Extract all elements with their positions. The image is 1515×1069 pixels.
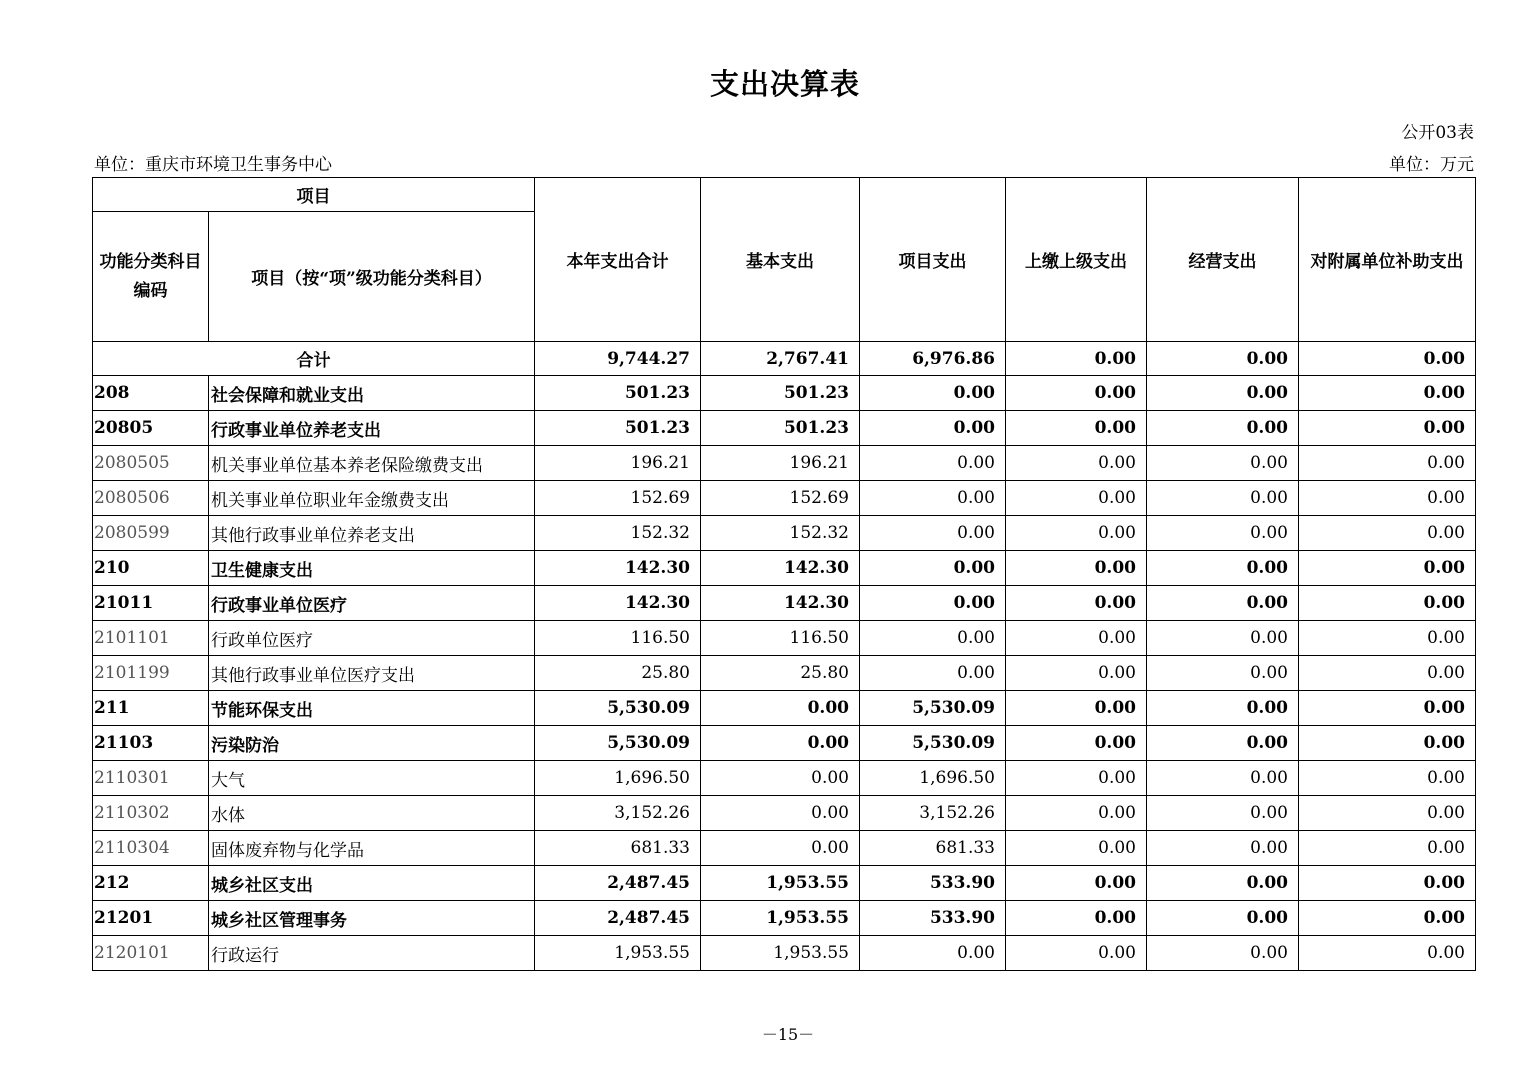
row-business: 0.00 — [1147, 586, 1299, 621]
totals-basic: 2,767.41 — [701, 342, 860, 376]
row-basic: 0.00 — [701, 831, 860, 866]
row-total: 142.30 — [535, 551, 701, 586]
table-row — [93, 481, 1476, 516]
row-subsidy: 0.00 — [1299, 936, 1476, 971]
table-row — [93, 376, 1476, 411]
table-row — [93, 901, 1476, 936]
table-row — [93, 516, 1476, 551]
row-basic: 0.00 — [701, 726, 860, 761]
row-code: 2101101 — [93, 621, 209, 656]
row-name: 行政事业单位养老支出 — [209, 411, 535, 446]
row-basic: 501.23 — [701, 411, 860, 446]
totals-total: 9,744.27 — [535, 342, 701, 376]
row-business: 0.00 — [1147, 376, 1299, 411]
row-upper-remit: 0.00 — [1006, 656, 1147, 691]
row-project-expense: 533.90 — [860, 866, 1006, 901]
row-name: 行政运行 — [209, 936, 535, 971]
row-subsidy: 0.00 — [1299, 656, 1476, 691]
row-total: 3,152.26 — [535, 796, 701, 831]
row-project-expense: 533.90 — [860, 901, 1006, 936]
row-basic: 0.00 — [701, 761, 860, 796]
row-code: 20805 — [93, 411, 209, 446]
row-upper-remit: 0.00 — [1006, 586, 1147, 621]
row-project-expense: 0.00 — [860, 446, 1006, 481]
row-total: 196.21 — [535, 446, 701, 481]
row-project-expense: 0.00 — [860, 376, 1006, 411]
row-subsidy: 0.00 — [1299, 831, 1476, 866]
row-project-expense: 5,530.09 — [860, 691, 1006, 726]
header-func-code: 功能分类科目编码 — [93, 212, 209, 342]
row-upper-remit: 0.00 — [1006, 831, 1147, 866]
row-name: 其他行政事业单位医疗支出 — [209, 656, 535, 691]
totals-subsidy: 0.00 — [1299, 342, 1476, 376]
row-business: 0.00 — [1147, 551, 1299, 586]
row-name: 大气 — [209, 761, 535, 796]
page-title: 支出决算表 — [709, 67, 860, 101]
header-project: 项目 — [93, 178, 535, 212]
row-code: 211 — [93, 691, 209, 726]
table-row — [93, 446, 1476, 481]
row-code: 212 — [93, 866, 209, 901]
row-name: 固体废弃物与化学品 — [209, 831, 535, 866]
table-row — [93, 411, 1476, 446]
row-total: 1,953.55 — [535, 936, 701, 971]
row-total: 2,487.45 — [535, 866, 701, 901]
row-code: 21201 — [93, 901, 209, 936]
row-project-expense: 0.00 — [860, 936, 1006, 971]
row-basic: 25.80 — [701, 656, 860, 691]
header-total: 本年支出合计 — [535, 178, 701, 342]
row-code: 2120101 — [93, 936, 209, 971]
row-total: 501.23 — [535, 411, 701, 446]
row-basic: 152.69 — [701, 481, 860, 516]
row-business: 0.00 — [1147, 901, 1299, 936]
row-basic: 196.21 — [701, 446, 860, 481]
row-name: 机关事业单位基本养老保险缴费支出 — [209, 446, 535, 481]
table-row — [93, 761, 1476, 796]
row-code: 2080506 — [93, 481, 209, 516]
row-subsidy: 0.00 — [1299, 761, 1476, 796]
row-name: 水体 — [209, 796, 535, 831]
row-name: 社会保障和就业支出 — [209, 376, 535, 411]
row-upper-remit: 0.00 — [1006, 796, 1147, 831]
row-basic: 116.50 — [701, 621, 860, 656]
row-total: 142.30 — [535, 586, 701, 621]
row-subsidy: 0.00 — [1299, 796, 1476, 831]
row-code: 2080505 — [93, 446, 209, 481]
row-subsidy: 0.00 — [1299, 481, 1476, 516]
row-upper-remit: 0.00 — [1006, 411, 1147, 446]
table-row — [93, 621, 1476, 656]
header-basic: 基本支出 — [701, 178, 860, 342]
row-code: 21103 — [93, 726, 209, 761]
row-name: 节能环保支出 — [209, 691, 535, 726]
row-business: 0.00 — [1147, 481, 1299, 516]
row-upper-remit: 0.00 — [1006, 936, 1147, 971]
header-item-name: 项目（按“项”级功能分类科目） — [209, 212, 535, 342]
row-project-expense: 0.00 — [860, 621, 1006, 656]
row-basic: 142.30 — [701, 551, 860, 586]
totals-row — [93, 342, 1476, 376]
row-name: 机关事业单位职业年金缴费支出 — [209, 481, 535, 516]
row-basic: 142.30 — [701, 586, 860, 621]
row-business: 0.00 — [1147, 726, 1299, 761]
row-basic: 1,953.55 — [701, 936, 860, 971]
row-subsidy: 0.00 — [1299, 901, 1476, 936]
header-subsidy: 对附属单位补助支出 — [1299, 178, 1476, 342]
row-name: 行政事业单位医疗 — [209, 586, 535, 621]
row-subsidy: 0.00 — [1299, 551, 1476, 586]
row-name: 城乡社区管理事务 — [209, 901, 535, 936]
expenditure-table — [92, 177, 1476, 971]
row-code: 2110302 — [93, 796, 209, 831]
row-name: 城乡社区支出 — [209, 866, 535, 901]
totals-upper-remit: 0.00 — [1006, 342, 1147, 376]
row-project-expense: 1,696.50 — [860, 761, 1006, 796]
totals-project-expense: 6,976.86 — [860, 342, 1006, 376]
row-business: 0.00 — [1147, 691, 1299, 726]
row-upper-remit: 0.00 — [1006, 866, 1147, 901]
row-total: 5,530.09 — [535, 691, 701, 726]
page-number: －15－ — [761, 1025, 815, 1044]
form-number: 公开03表 — [1401, 123, 1474, 143]
row-project-expense: 0.00 — [860, 411, 1006, 446]
row-subsidy: 0.00 — [1299, 621, 1476, 656]
row-code: 2110301 — [93, 761, 209, 796]
header-project-expense: 项目支出 — [860, 178, 1006, 342]
table-row — [93, 866, 1476, 901]
table-row — [93, 691, 1476, 726]
row-total: 501.23 — [535, 376, 701, 411]
row-basic: 501.23 — [701, 376, 860, 411]
row-upper-remit: 0.00 — [1006, 901, 1147, 936]
table-row — [93, 936, 1476, 971]
row-name: 污染防治 — [209, 726, 535, 761]
row-code: 208 — [93, 376, 209, 411]
row-total: 1,696.50 — [535, 761, 701, 796]
row-project-expense: 0.00 — [860, 516, 1006, 551]
row-upper-remit: 0.00 — [1006, 376, 1147, 411]
table-row — [93, 726, 1476, 761]
row-upper-remit: 0.00 — [1006, 481, 1147, 516]
row-project-expense: 0.00 — [860, 586, 1006, 621]
row-total: 152.32 — [535, 516, 701, 551]
row-business: 0.00 — [1147, 796, 1299, 831]
row-upper-remit: 0.00 — [1006, 551, 1147, 586]
row-upper-remit: 0.00 — [1006, 691, 1147, 726]
row-business: 0.00 — [1147, 656, 1299, 691]
table-row — [93, 796, 1476, 831]
row-business: 0.00 — [1147, 831, 1299, 866]
row-code: 2110304 — [93, 831, 209, 866]
header-business: 经营支出 — [1147, 178, 1299, 342]
row-business: 0.00 — [1147, 446, 1299, 481]
row-total: 152.69 — [535, 481, 701, 516]
row-upper-remit: 0.00 — [1006, 446, 1147, 481]
row-business: 0.00 — [1147, 936, 1299, 971]
currency-unit: 单位：万元 — [1389, 155, 1474, 175]
row-name: 行政单位医疗 — [209, 621, 535, 656]
row-project-expense: 0.00 — [860, 656, 1006, 691]
row-name: 其他行政事业单位养老支出 — [209, 516, 535, 551]
row-business: 0.00 — [1147, 516, 1299, 551]
row-total: 25.80 — [535, 656, 701, 691]
row-subsidy: 0.00 — [1299, 411, 1476, 446]
row-subsidy: 0.00 — [1299, 866, 1476, 901]
row-upper-remit: 0.00 — [1006, 761, 1147, 796]
row-total: 5,530.09 — [535, 726, 701, 761]
row-name: 卫生健康支出 — [209, 551, 535, 586]
row-basic: 0.00 — [701, 691, 860, 726]
totals-business: 0.00 — [1147, 342, 1299, 376]
row-subsidy: 0.00 — [1299, 446, 1476, 481]
row-project-expense: 0.00 — [860, 481, 1006, 516]
row-total: 681.33 — [535, 831, 701, 866]
row-subsidy: 0.00 — [1299, 691, 1476, 726]
row-project-expense: 681.33 — [860, 831, 1006, 866]
row-upper-remit: 0.00 — [1006, 726, 1147, 761]
table-row — [93, 656, 1476, 691]
row-upper-remit: 0.00 — [1006, 621, 1147, 656]
row-basic: 0.00 — [701, 796, 860, 831]
table-row — [93, 551, 1476, 586]
row-subsidy: 0.00 — [1299, 586, 1476, 621]
row-code: 2101199 — [93, 656, 209, 691]
row-business: 0.00 — [1147, 621, 1299, 656]
row-subsidy: 0.00 — [1299, 516, 1476, 551]
table-row — [93, 831, 1476, 866]
row-basic: 152.32 — [701, 516, 860, 551]
row-upper-remit: 0.00 — [1006, 516, 1147, 551]
row-total: 116.50 — [535, 621, 701, 656]
row-business: 0.00 — [1147, 411, 1299, 446]
reporting-unit: 单位：重庆市环境卫生事务中心 — [94, 155, 332, 175]
row-basic: 1,953.55 — [701, 866, 860, 901]
row-project-expense: 5,530.09 — [860, 726, 1006, 761]
row-total: 2,487.45 — [535, 901, 701, 936]
table-row — [93, 586, 1476, 621]
row-project-expense: 3,152.26 — [860, 796, 1006, 831]
row-code: 2080599 — [93, 516, 209, 551]
row-basic: 1,953.55 — [701, 901, 860, 936]
row-business: 0.00 — [1147, 866, 1299, 901]
row-code: 21011 — [93, 586, 209, 621]
row-subsidy: 0.00 — [1299, 726, 1476, 761]
row-business: 0.00 — [1147, 761, 1299, 796]
row-code: 210 — [93, 551, 209, 586]
header-upper-remit: 上缴上级支出 — [1006, 178, 1147, 342]
row-project-expense: 0.00 — [860, 551, 1006, 586]
row-subsidy: 0.00 — [1299, 376, 1476, 411]
totals-label: 合计 — [93, 342, 535, 376]
